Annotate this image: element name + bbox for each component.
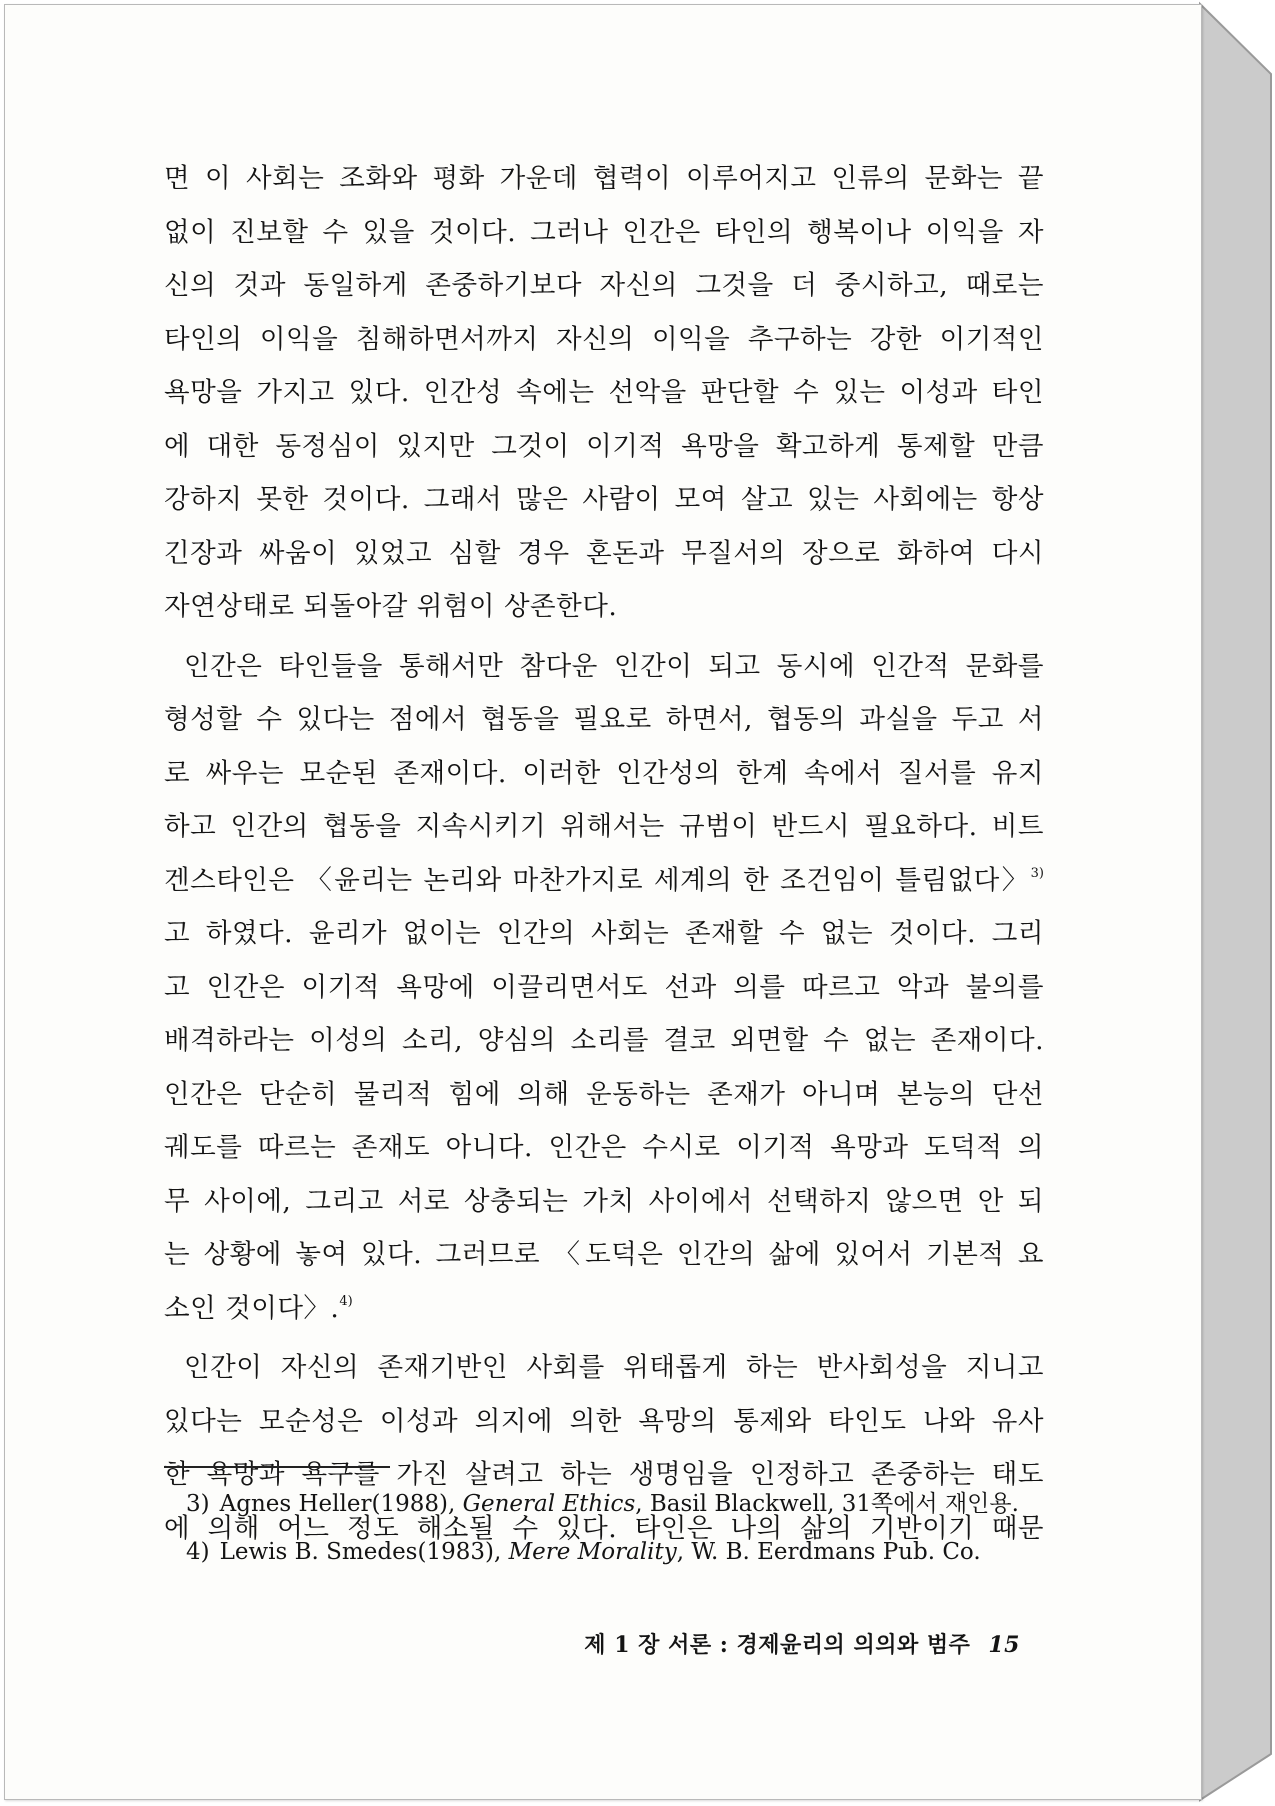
footnote-ref-3[interactable]: 3) bbox=[1030, 865, 1044, 881]
body-line: 에 의해 어느 정도 해소될 수 있다. 타인은 나의 삶의 기반이기 때문 bbox=[164, 1512, 1044, 1544]
footnote-ref-4[interactable]: 4) bbox=[339, 1293, 353, 1309]
body-line: 에 대한 동정심이 있지만 그것이 이기적 욕망을 확고하게 통제할 만큼 bbox=[164, 430, 1044, 462]
body-line: 고 하였다. 윤리가 없이는 인간의 사회는 존재할 수 없는 것이다. 그리 bbox=[164, 918, 1044, 949]
body-line-with-footnote bbox=[164, 854, 1044, 908]
body-line: 로 싸우는 모순된 존재이다. 이러한 인간성의 한계 속에서 질서를 유지 bbox=[164, 757, 1044, 789]
paragraph-first-line: 인간은 타인들을 통해서만 참다운 인간이 되고 동시에 인간적 문화를 bbox=[184, 650, 1044, 682]
footnote-citation-start: Agnes Heller(1988), bbox=[219, 1491, 463, 1517]
chapter-title: 제 1 장 서론 : 경제윤리의 의의와 범주 bbox=[584, 1632, 971, 1658]
body-line: 신의 것과 동일하게 존중하기보다 자신의 그것을 더 중시하고, 때로는 bbox=[164, 270, 1044, 301]
body-line: 무 사이에, 그리고 서로 상충되는 가치 사이에서 선택하지 않으면 안 되 bbox=[164, 1185, 1044, 1217]
footnote-citation-start: Lewis B. Smedes(1983), bbox=[219, 1539, 509, 1565]
body-line-with-footnote bbox=[164, 1282, 1044, 1336]
footnote-number: 3) bbox=[186, 1491, 210, 1517]
footnote-citation-end: , W. B. Eerdmans Pub. Co. bbox=[676, 1539, 981, 1565]
page-number: 15 bbox=[988, 1632, 1020, 1658]
body-line: 욕망을 가지고 있다. 인간성 속에는 선악을 판단할 수 있는 이성과 타인 bbox=[164, 377, 1044, 408]
body-line: 있다는 모순성은 이성과 의지에 의한 욕망의 통제와 타인도 나와 유사 bbox=[164, 1405, 1044, 1437]
body-line: 는 상황에 놓여 있다. 그러므로 〈도덕은 인간의 삶에 있어서 기본적 요 bbox=[164, 1239, 1044, 1270]
body-line: 면 이 사회는 조화와 평화 가운데 협력이 이루어지고 인류의 문화는 끝 bbox=[164, 163, 1044, 194]
footnote-3 bbox=[186, 1480, 1046, 1528]
body-text bbox=[164, 152, 1044, 1555]
body-line: 타인의 이익을 침해하면서까지 자신의 이익을 추구하는 강한 이기적인 bbox=[164, 323, 1044, 355]
footnote-4 bbox=[186, 1528, 1046, 1576]
footnote-citation-end: , Basil Blackwell, 31쪽에서 재인용. bbox=[635, 1491, 1019, 1517]
body-line: 긴장과 싸움이 있었고 심할 경우 혼돈과 무질서의 장으로 화하여 다시 bbox=[164, 537, 1044, 569]
body-line: 없이 진보할 수 있을 것이다. 그러나 인간은 타인의 행복이나 이익을 자 bbox=[164, 216, 1044, 248]
body-line: 자연상태로 되돌아갈 위험이 상존한다. bbox=[164, 591, 618, 622]
body-line: 배격하라는 이성의 소리, 양심의 소리를 결코 외면할 수 없는 존재이다. bbox=[164, 1025, 1044, 1056]
body-line: 강하지 못한 것이다. 그래서 많은 사람이 모여 살고 있는 사회에는 항상 bbox=[164, 484, 1044, 515]
body-line-text: 소인 것이다〉. bbox=[164, 1292, 340, 1324]
footnote-book-title: Mere Morality bbox=[508, 1539, 677, 1565]
body-line: 형성할 수 있다는 점에서 협동을 필요로 하면서, 협동의 과실을 두고 서 bbox=[164, 704, 1044, 735]
footnotes bbox=[186, 1480, 1046, 1576]
paragraph-first-line: 인간이 자신의 존재기반인 사회를 위태롭게 하는 반사회성을 지니고 bbox=[184, 1352, 1044, 1383]
body-line: 하고 인간의 협동을 지속시키기 위해서는 규범이 반드시 필요하다. 비트 bbox=[164, 811, 1044, 842]
footnote-book-title: General Ethics bbox=[462, 1491, 636, 1517]
footnote-divider bbox=[164, 1466, 390, 1468]
body-line: 인간은 단순히 물리적 힘에 의해 운동하는 존재가 아니며 본능의 단선 bbox=[164, 1078, 1044, 1110]
running-footer bbox=[580, 1628, 1020, 1659]
body-line: 궤도를 따르는 존재도 아니다. 인간은 수시로 이기적 욕망과 도덕적 의 bbox=[164, 1132, 1044, 1163]
footnote-number: 4) bbox=[186, 1539, 210, 1565]
body-line-text: 겐스타인은 〈윤리는 논리와 마찬가지로 세계의 한 조건임이 틀림없다〉 bbox=[164, 864, 1031, 896]
body-line: 한 욕망과 욕구를 가진 살려고 하는 생명임을 인정하고 존중하는 태도 bbox=[164, 1459, 1044, 1490]
body-line: 고 인간은 이기적 욕망에 이끌리면서도 선과 의를 따르고 악과 불의를 bbox=[164, 971, 1044, 1003]
